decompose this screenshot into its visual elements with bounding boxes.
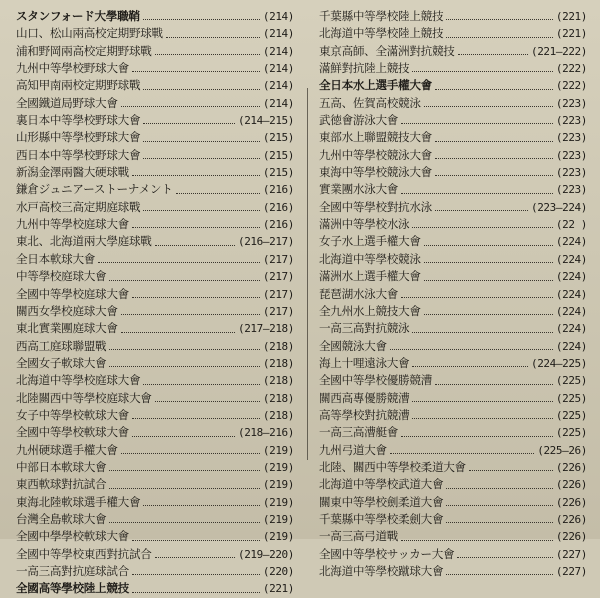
index-entry [319,372,587,389]
index-entry [319,494,587,511]
entry-title: 東海中等學校競泳大會 [319,165,432,180]
entry-page-number: (224) [555,252,587,266]
entry-page-number: (225) [555,374,587,388]
entry-page-number: (219) [262,443,294,457]
entry-page-number: (216) [262,218,294,232]
dot-leader [424,280,553,281]
index-entry [16,459,294,476]
entry-page-number: (223) [555,148,587,162]
entry-page-number: (223) [555,131,587,145]
entry-title: 全國中等學校優勝競漕 [319,373,432,388]
index-entry [319,147,587,164]
entry-page-number: (219—220) [237,547,294,561]
dot-leader [401,123,553,124]
entry-page-number: (224) [555,235,587,249]
index-entry [16,528,294,545]
column-divider [307,88,308,460]
dot-leader [143,89,260,90]
dot-leader [446,488,553,489]
dot-leader [446,19,553,20]
entry-page-number: (224) [555,270,587,284]
entry-page-number: (226) [555,478,587,492]
entry-title: 全國中等學校庭球大會 [16,286,129,301]
dot-leader [143,141,260,142]
dot-leader [132,436,235,437]
entry-title: 滿洲水上選手權大會 [319,269,421,284]
dot-leader [155,557,235,558]
entry-title: 全國中等學校對抗水泳 [319,199,432,214]
entry-page-number: (221) [262,582,294,596]
entry-title: 高知甲南兩校定期野球戰 [16,78,141,93]
dot-leader [143,158,260,159]
entry-title: 水戸高校三高定期庭球戰 [16,199,141,214]
entry-title: 關西女學校庭球大會 [16,303,118,318]
index-entry [16,442,294,459]
index-entry [319,268,587,285]
entry-page-number: (224) [555,287,587,301]
index-entry [319,320,587,337]
index-entry [319,424,587,441]
entry-title: 五高、佐賀高校競泳 [319,95,421,110]
dot-leader [109,522,260,523]
index-entry [16,511,294,528]
entry-title: 浦和野岡兩高校定期野球戰 [16,43,152,58]
dot-leader [412,418,553,419]
entry-title: 滿鮮對抗陸上競技 [319,61,410,76]
dot-leader [412,332,553,333]
index-entry [319,251,587,268]
entry-title: 北陸關西中等學校庭球大會 [16,390,152,405]
entry-title: 全國中等學校サッカー大會 [319,546,455,561]
entry-title: 琵琶湖水泳大會 [319,286,399,301]
dot-leader [109,366,260,367]
entry-page-number: (225) [555,391,587,405]
dot-leader [121,106,260,107]
dot-leader [132,418,260,419]
dot-leader [469,470,553,471]
entry-title: 九州中等學校庭球大會 [16,217,129,232]
dot-leader [109,488,260,489]
entry-page-number: (224—225) [530,356,587,370]
entry-title: 全國中等學校東西對抗試合 [16,546,152,561]
dot-leader [98,262,260,263]
entry-page-number: (214) [262,62,294,76]
index-entry [16,233,294,250]
dot-leader [143,505,260,506]
dot-leader [435,141,553,142]
entry-page-number: (216) [262,200,294,214]
entry-page-number: (219) [262,460,294,474]
entry-title: 全九州水上競技大會 [319,303,421,318]
index-entry [319,233,587,250]
index-entry [319,60,587,77]
entry-title: 鎌倉ジュニアーストーナメント [16,182,173,197]
index-entry [16,8,294,25]
index-entry [16,563,294,580]
entry-page-number: (214) [262,44,294,58]
entry-title: 北海道中等學校蹴球大會 [319,564,444,578]
index-entry [319,286,587,303]
index-entry [319,303,587,320]
entry-title: 女子水上選手權大會 [319,234,421,249]
dot-leader [121,453,260,454]
entry-page-number: (215) [262,131,294,145]
index-entry [319,8,587,25]
index-entry [319,95,587,112]
index-entry [319,164,587,181]
index-entry [16,77,294,94]
dot-leader [132,175,260,176]
dot-leader [109,470,260,471]
entry-title: 實業團水泳大會 [319,182,399,197]
entry-page-number: (217) [262,270,294,284]
entry-page-number: (221) [555,10,587,23]
entry-page-number: (216) [262,183,294,197]
entry-page-number: (214) [262,10,294,23]
index-entry [16,390,294,407]
dot-leader [143,384,260,385]
entry-title: 九州硬球選手權大會 [16,442,118,457]
entry-title: 千葉縣中等學校柔劍大會 [319,511,444,526]
index-entry [16,286,294,303]
entry-title: 新潟金澤兩醫大硬球戰 [16,165,129,180]
index-entry [319,129,587,146]
entry-page-number: (221—222) [530,44,587,58]
index-entry [16,95,294,112]
index-entry [16,320,294,337]
entry-page-number: (214) [262,96,294,110]
entry-page-number: (226) [555,512,587,526]
dot-leader [424,314,553,315]
entry-title: 海上十哩遠泳大會 [319,355,410,370]
dot-leader [109,280,260,281]
entry-page-number: (225—26) [537,443,587,457]
entry-title: 東海北陸軟球選手權大會 [16,494,141,509]
entry-page-number: (22 ) [555,218,587,232]
index-entry [319,476,587,493]
dot-leader [457,557,553,558]
entry-page-number: (224) [555,304,587,318]
entry-title: 千葉縣中等學校陸上競技 [319,9,444,23]
entry-page-number: (214—215) [237,114,294,128]
index-entry [16,476,294,493]
entry-page-number: (219) [262,478,294,492]
index-entry [16,355,294,372]
entry-title: 一高三高漕艇會 [319,425,399,440]
dot-leader [166,37,260,38]
entry-page-number: (227) [555,565,587,578]
entry-title: 北陸、關西中等學校柔道大會 [319,459,466,474]
dot-leader [390,349,553,350]
dot-leader [143,210,260,211]
entry-page-number: (224) [555,322,587,336]
index-entry [319,43,587,60]
dot-leader [132,540,260,541]
index-entry [319,528,587,545]
index-entry [16,199,294,216]
entry-title: 九州弓道大會 [319,442,387,457]
entry-page-number: (223) [555,96,587,110]
index-entry [16,25,294,42]
entry-title: 滿洲中等學校水泳 [319,217,410,232]
entry-page-number: (221) [555,27,587,41]
entry-title: 一高三高對抗庭球試合 [16,564,129,578]
entry-title: 九州中等學校野球大會 [16,61,129,76]
index-entry [319,25,587,42]
index-entry [319,77,587,94]
dot-leader [435,89,553,90]
dot-leader [132,71,260,72]
entry-title: 關西高專優勝競漕 [319,390,410,405]
entry-title: 東西軟球對抗試合 [16,477,107,492]
entry-page-number: (226) [555,460,587,474]
index-entry [319,511,587,528]
dot-leader [412,366,528,367]
entry-page-number: (219) [262,512,294,526]
entry-page-number: (219) [262,530,294,544]
entry-title: 北海道中等學校庭球大會 [16,373,141,388]
entry-page-number: (214) [262,27,294,41]
dot-leader [143,19,260,20]
dot-leader [155,245,235,246]
index-entry [16,407,294,424]
index-entry [16,129,294,146]
index-entry [319,216,587,233]
dot-leader [401,297,553,298]
entry-title: 台灣全島軟球大會 [16,511,107,526]
entry-page-number: (217—218) [237,322,294,336]
entry-title: 全國女子軟球大會 [16,355,107,370]
dot-leader [446,522,553,523]
index-entry [16,268,294,285]
dot-leader [412,401,553,402]
entry-page-number: (218) [262,339,294,353]
entry-title: 全國中學學校軟球大會 [16,529,129,544]
entry-page-number: (218) [262,356,294,370]
dot-leader [424,262,553,263]
dot-leader [121,332,235,333]
index-entry [319,459,587,476]
entry-page-number: (223—224) [530,200,587,214]
entry-page-number: (218) [262,408,294,422]
index-entry [16,424,294,441]
dot-leader [412,227,553,228]
entry-page-number: (224) [555,339,587,353]
dot-leader [435,384,553,385]
entry-page-number: (223) [555,114,587,128]
index-entry [16,164,294,181]
dot-leader [435,158,553,159]
index-entry [16,60,294,77]
entry-page-number: (215) [262,148,294,162]
dot-leader [155,54,260,55]
entry-page-number: (214) [262,79,294,93]
entry-title: 高等學校對抗競漕 [319,407,410,422]
index-entry [16,181,294,198]
index-entry [319,442,587,459]
entry-title: 西高工庭球聯盟戰 [16,338,107,353]
index-entry [16,216,294,233]
entry-page-number: (218) [262,374,294,388]
entry-title: スタンフォード大學職鞘 [16,9,140,23]
dot-leader [143,123,235,124]
entry-page-number: (223) [555,166,587,180]
index-entry [319,390,587,407]
index-entry [16,494,294,511]
index-column-right [319,8,587,580]
index-entry [319,546,587,563]
index-entry [319,181,587,198]
entry-title: 西日本中等學校野球大會 [16,147,141,162]
entry-title: 一高三高弓道戰 [319,529,399,544]
entry-title: 武徳會游泳大會 [319,113,399,128]
index-entry [16,580,294,597]
entry-page-number: (226) [555,530,587,544]
index-entry [319,355,587,372]
entry-page-number: (225) [555,408,587,422]
entry-title: 全國鐵道局野球大會 [16,95,118,110]
entry-title: 東北實業團庭球大會 [16,321,118,336]
entry-page-number: (222) [555,62,587,76]
dot-leader [132,574,260,575]
entry-title: 中部日本軟球大會 [16,459,107,474]
entry-page-number: (226) [555,495,587,509]
dot-leader [446,37,553,38]
index-entry [319,112,587,129]
dot-leader [176,193,260,194]
entry-title: 裏日本中等學校野球大會 [16,113,141,128]
dot-leader [132,297,260,298]
entry-page-number: (223) [555,183,587,197]
entry-page-number: (227) [555,547,587,561]
dot-leader [435,175,553,176]
entry-title: 山口、松山兩高校定期野球戰 [16,26,163,41]
index-entry [16,43,294,60]
entry-page-number: (222) [555,79,587,93]
dot-leader [390,453,534,454]
index-entry [16,112,294,129]
index-entry [319,563,587,580]
entry-title: 九州中等學校競泳大會 [319,147,432,162]
index-entry [319,407,587,424]
index-entry [16,251,294,268]
entry-title: 女子中等學校軟球大會 [16,407,129,422]
dot-leader [424,245,553,246]
dot-leader [412,71,553,72]
index-entry [16,147,294,164]
entry-page-number: (215) [262,166,294,180]
dot-leader [446,505,553,506]
dot-leader [401,193,553,194]
entry-title: 北海道中等學校陸上競技 [319,26,444,41]
dot-leader [401,436,553,437]
dot-leader [109,349,260,350]
entry-title: 一高三高對抗競泳 [319,321,410,336]
entry-page-number: (218) [262,391,294,405]
dot-leader [121,314,260,315]
entry-page-number: (219) [262,495,294,509]
entry-title: 全國競泳大會 [319,338,387,353]
entry-page-number: (217) [262,304,294,318]
dot-leader [458,54,528,55]
entry-title: 中等學校庭球大會 [16,269,107,284]
entry-page-number: (217) [262,287,294,301]
dot-leader [155,401,260,402]
entry-page-number: (216—217) [237,235,294,249]
entry-title: 東北、北海道兩大學庭球戰 [16,234,152,249]
entry-title: 北海道中等學校武道大會 [319,477,444,492]
index-entry [16,546,294,563]
entry-page-number: (218—216) [237,426,294,440]
dot-leader [424,106,553,107]
entry-title: 山形縣中等學校野球大會 [16,130,141,145]
dot-leader [132,227,260,228]
entry-page-number: (225) [555,426,587,440]
entry-page-number: (220) [262,565,294,578]
index-column-left [16,8,294,598]
entry-title: 關東中等學校劍柔道大會 [319,494,444,509]
index-entry [319,199,587,216]
index-entry [16,303,294,320]
entry-title: 全國中等學校軟球大會 [16,425,129,440]
entry-page-number: (217) [262,252,294,266]
entry-title: 全日本軟球大會 [16,251,96,266]
dot-leader [401,540,553,541]
entry-title: 全日本水上選手權大會 [319,78,432,93]
entry-title: 北海道中等學校競泳 [319,251,421,266]
entry-title: 全國高等學校陸上競技 [16,581,129,596]
index-entry [16,372,294,389]
dot-leader [435,210,528,211]
entry-title: 東部水上聯盟競技大會 [319,130,432,145]
dot-leader [446,574,553,575]
entry-title: 東京高師、全滿洲對抗競技 [319,43,455,58]
dot-leader [132,592,260,593]
index-entry [319,338,587,355]
index-entry [16,338,294,355]
